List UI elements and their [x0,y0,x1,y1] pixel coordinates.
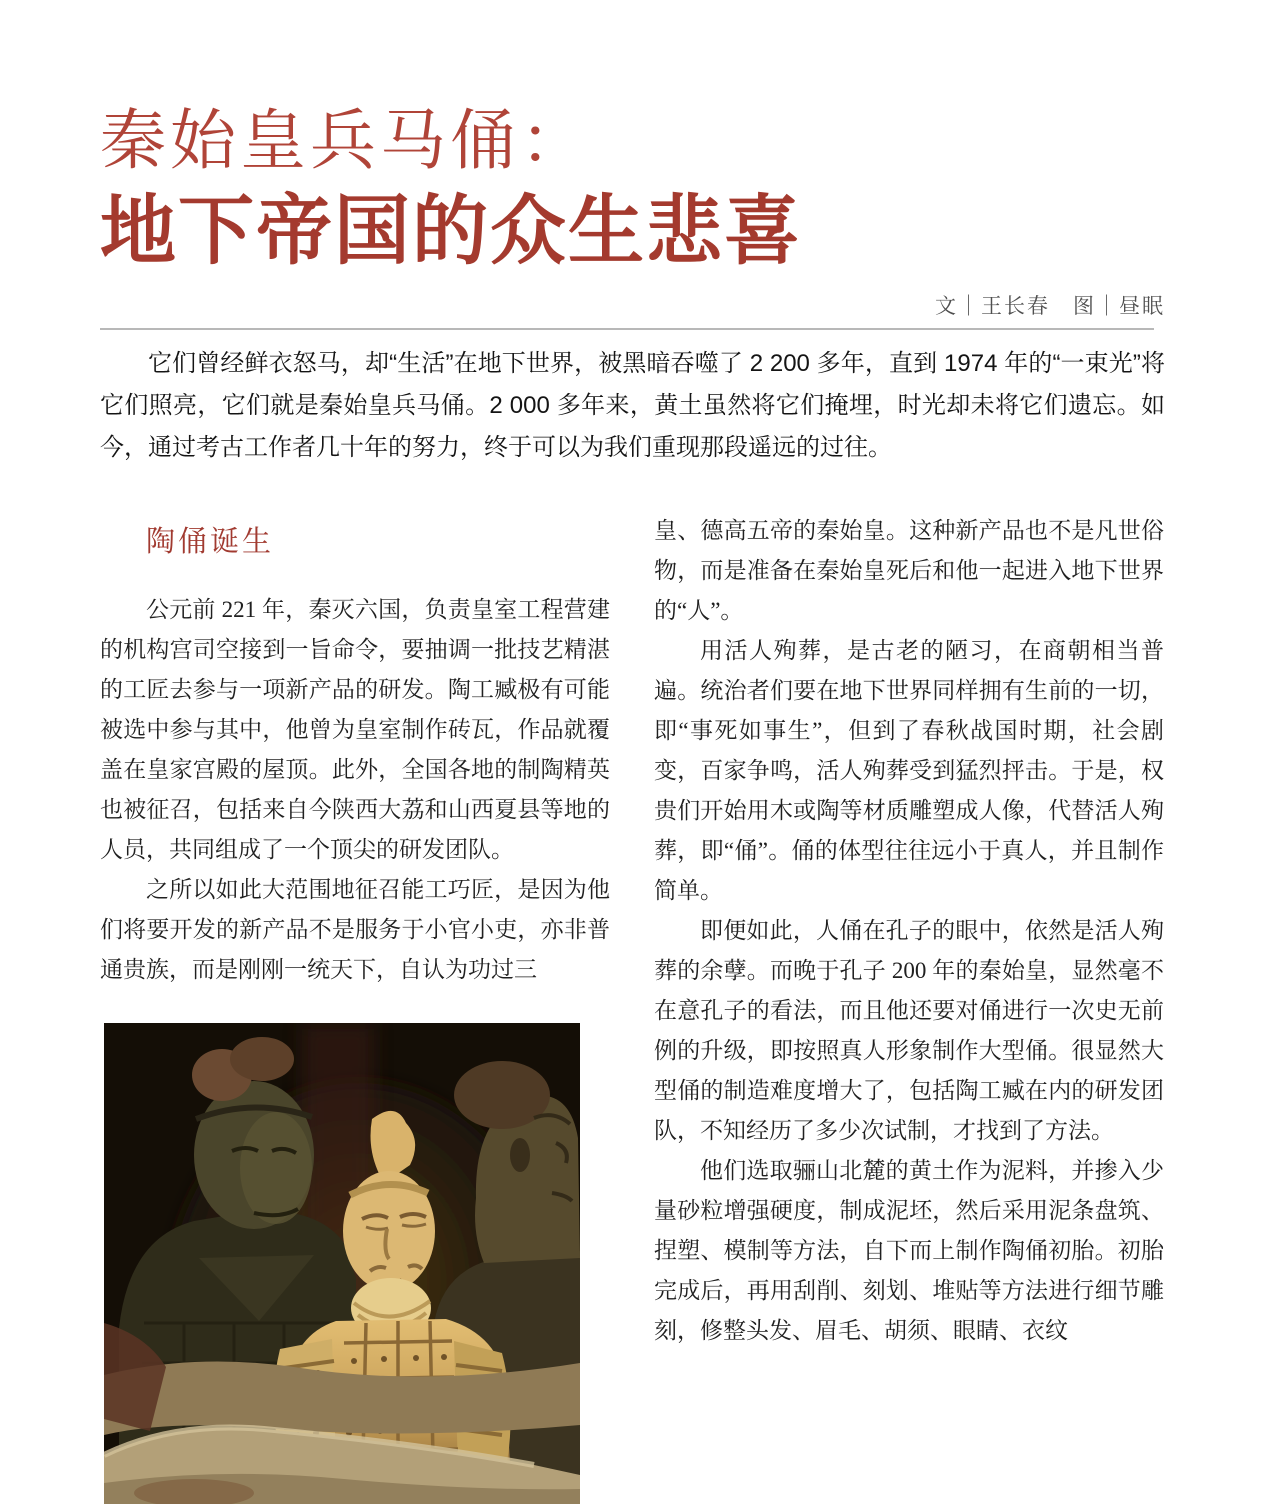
right-column [654,511,1164,1351]
left-column-paragraphs [100,590,610,990]
terracotta-warriors-illustration [104,1023,580,1504]
section-heading: 陶俑诞生 [146,525,275,558]
divider-rule [100,328,1154,330]
right-column-paragraphs [654,511,1164,1351]
body-paragraph: 他们选取骊山北麓的黄土作为泥料，并掺入少量砂粒增强硬度，制成泥坯，然后采用泥条盘筑、捏塑、模制等方法，自下而上制作陶俑初胎。初胎完成后，再用刮削、刻划、堆贴等方法进行细节雕刻，修整头发、眉毛、胡须、眼睛、衣纹 [654,1157,1164,1343]
byline: 文｜王长春 图｜昼眠 [935,294,1165,318]
body-paragraph: 公元前 221 年，秦灭六国，负责皇室工程营建的机构宫司空接到一旨命令，要抽调一批技艺精湛的工匠去参与一项新产品的研发。陶工臧极有可能被选中参与其中，他曾为皇室制作砖瓦，作品就覆盖在皇家宫殿的屋顶。此外，全国各地的制陶精英也被征召，包括来自今陕西大荔和山西夏县等地的人员，共同组成了一个顶尖的研发团队。 [100,596,610,862]
body-paragraph: 用活人殉葬，是古老的陋习，在商朝相当普遍。统治者们要在地下世界同样拥有生前的一切，即“事死如事生”，但到了春秋战国时期，社会剧变，百家争鸣，活人殉葬受到猛烈抨击。于是，权贵们开始用木或陶等材质雕塑成人像，代替活人殉葬，即“俑”。俑的体型往往远小于真人，并且制作简单。 [654,637,1164,903]
intro-paragraph: 它们曾经鲜衣怒马，却“生活”在地下世界，被黑暗吞噬了 2 200 多年，直到 1974 年的“一束光”将它们照亮，它们就是秦始皇兵马俑。2 000 多年来，黄土虽然将它们掩埋，时光却未将它们遗忘。如今，通过考古工作者几十年的努力，终于可以为我们重现那段遥远的过往。 [100,349,1165,461]
article-title-line2: 地下帝国的众生悲喜 [100,188,802,274]
article-title-line1: 秦始皇兵马俑： [100,103,590,177]
body-paragraph: 之所以如此大范围地征召能工巧匠，是因为他们将要开发的新产品不是服务于小官小吏，亦非普通贵族，而是刚刚一统天下，自认为功过三 [100,876,610,982]
body-paragraph: 即便如此，人俑在孔子的眼中，依然是活人殉葬的余孽。而晚于孔子 200 年的秦始皇，显然毫不在意孔子的看法，而且他还要对俑进行一次史无前例的升级，即按照真人形象制作大型俑。很显然大型俑的制造难度增大了，包括陶工臧在内的研发团队，不知经历了多少次试制，才找到了方法。 [654,917,1164,1143]
body-paragraph: 皇、德高五帝的秦始皇。这种新产品也不是凡世俗物，而是准备在秦始皇死后和他一起进入地下世界的“人”。 [654,517,1164,623]
terracotta-warriors-photo [104,1023,580,1504]
